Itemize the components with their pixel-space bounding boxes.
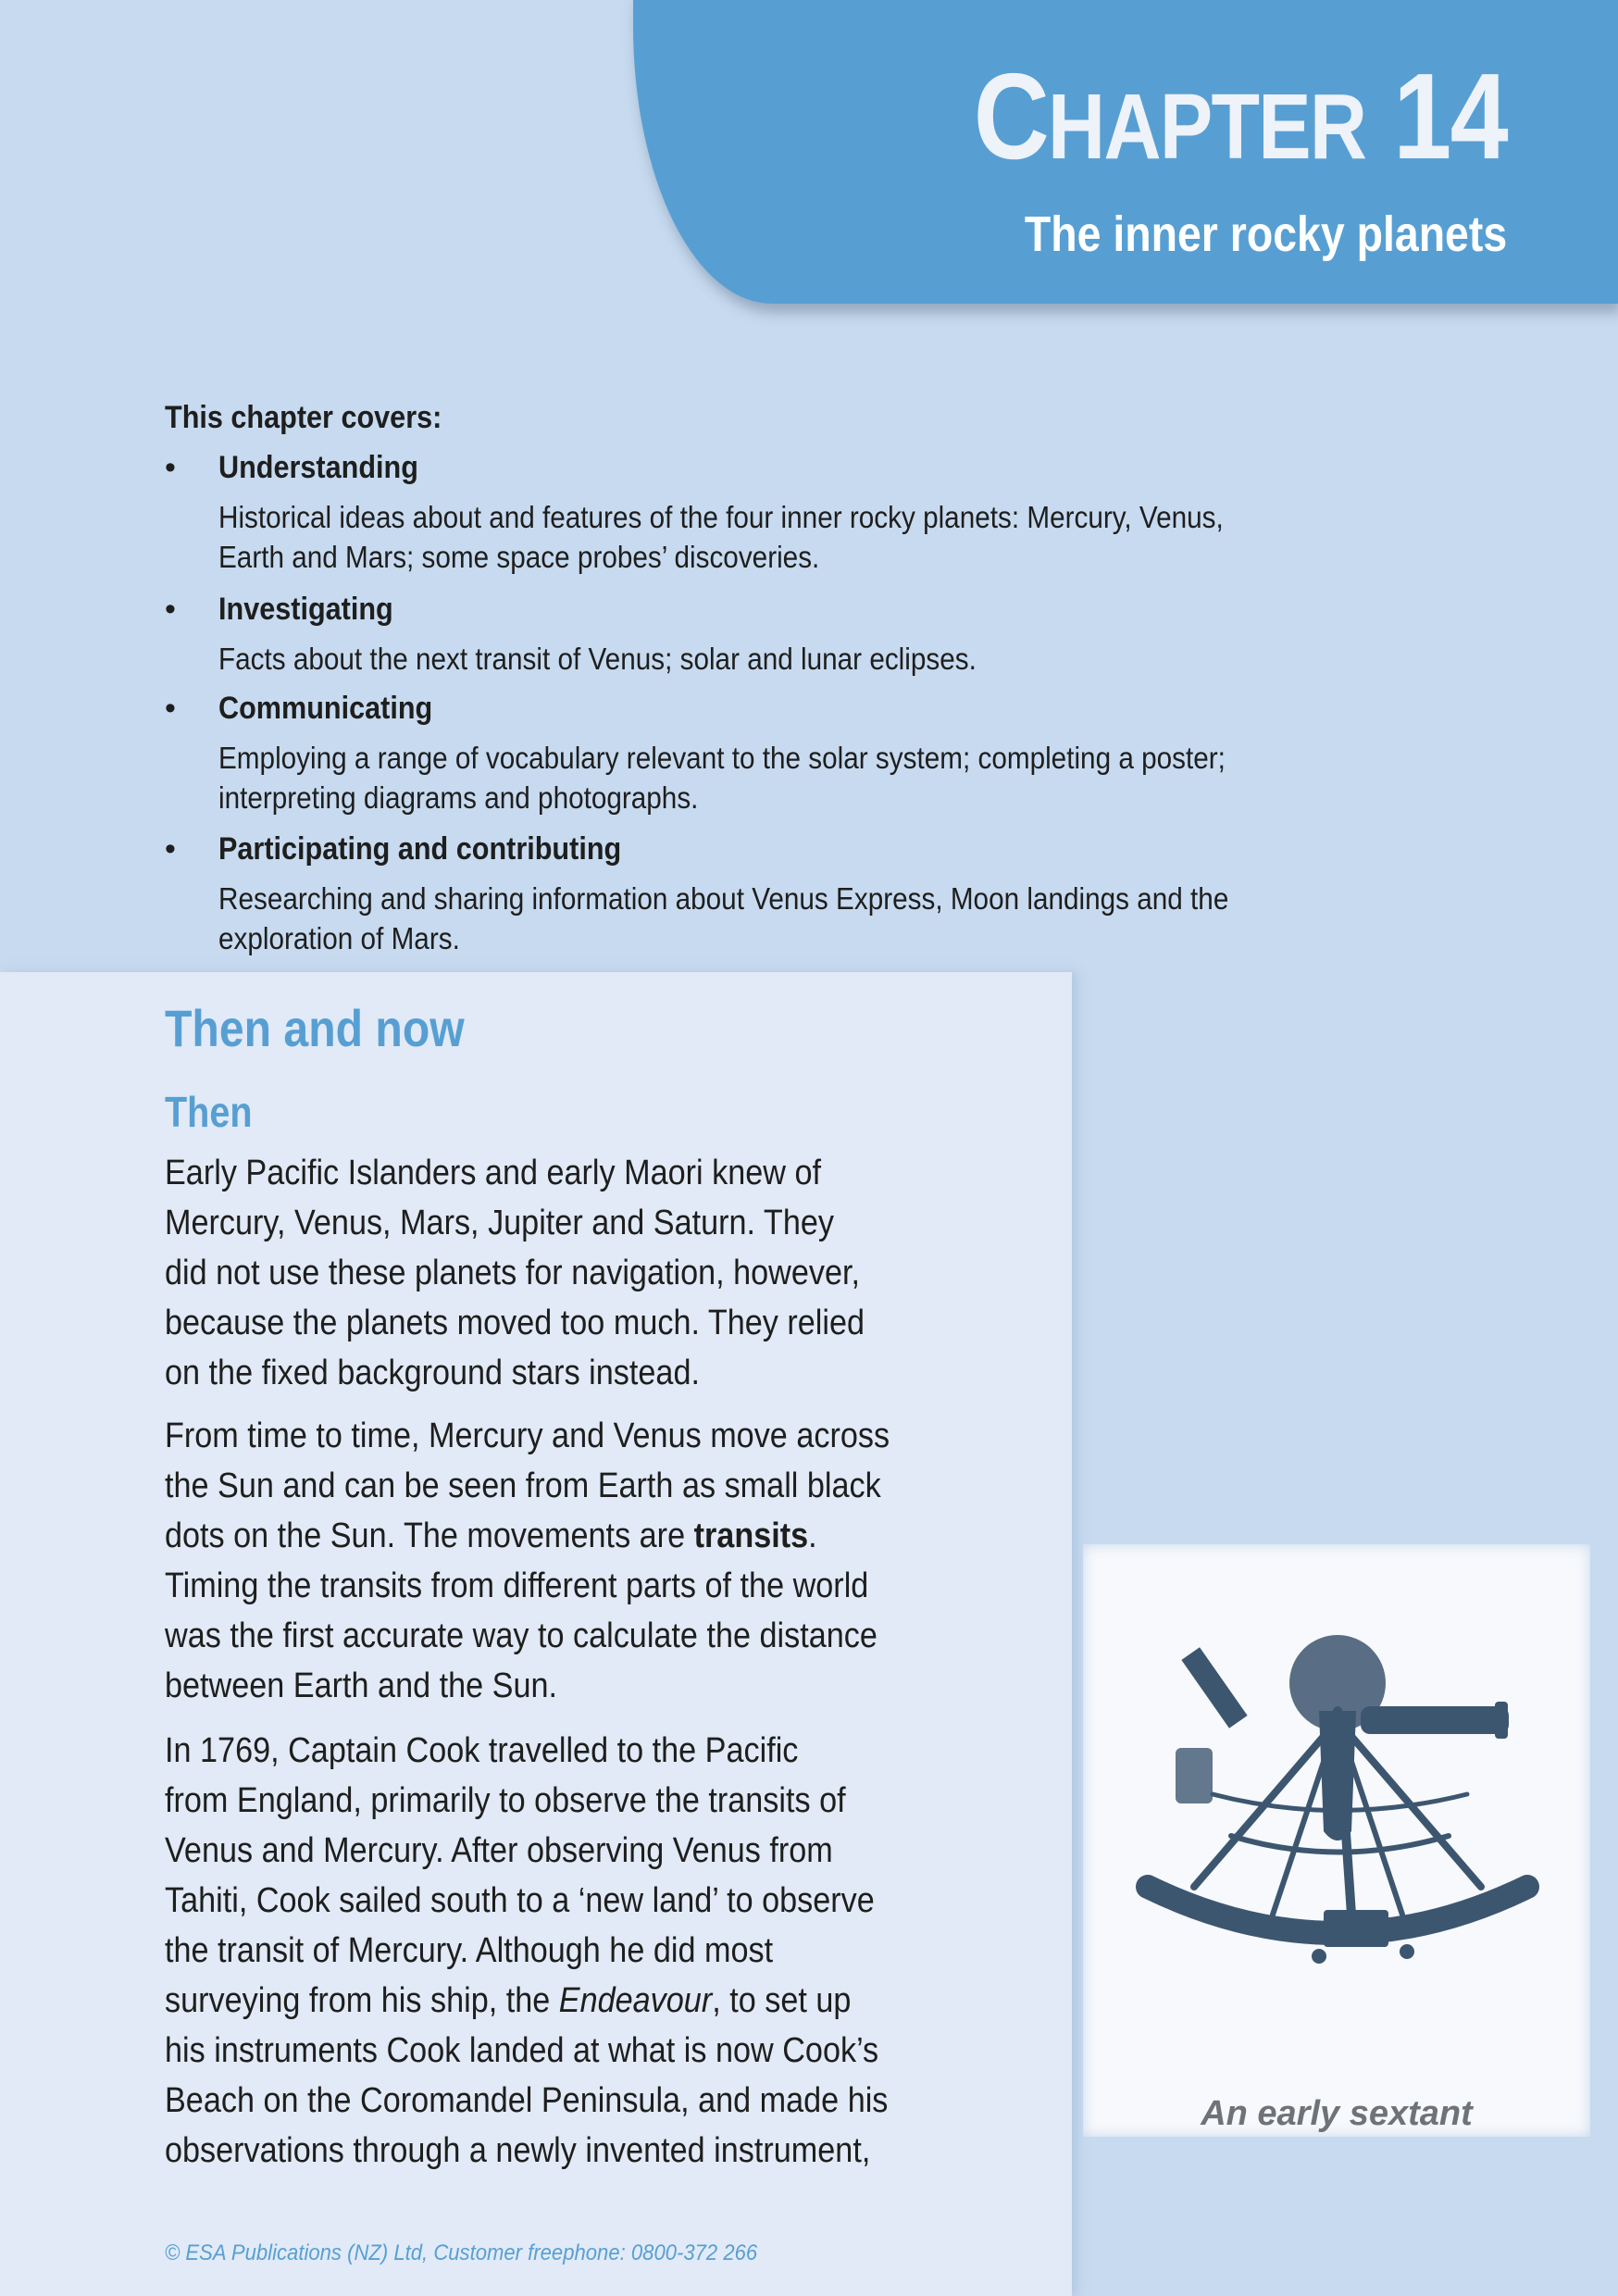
sextant-illustration xyxy=(1111,1609,1564,1998)
chapter-number: 14 xyxy=(1393,48,1507,184)
chapter-covers-box xyxy=(0,352,1618,972)
text-line xyxy=(165,1511,1031,1561)
sextant-filters xyxy=(1176,1748,1213,1803)
cover-item-description xyxy=(218,497,1518,577)
text-line: In 1769, Captain Cook travelled to the Pacific xyxy=(165,1731,799,1770)
chapter-title-word: HAPTER xyxy=(1048,75,1366,179)
text-line: Beach on the Coromandel Peninsula, and made his xyxy=(165,2081,889,2120)
sextant-figure xyxy=(1083,1544,1590,2137)
description-line: interpreting diagrams and photographs. xyxy=(218,780,699,815)
footer-copyright: © ESA Publications (NZ) Ltd, Customer freephone: 0800-372 266 xyxy=(165,2240,758,2265)
chapter-header-tab xyxy=(633,0,1618,304)
cover-item-label: Participating and contributing xyxy=(218,831,622,867)
text-line: observations through a newly invented instrument, xyxy=(165,2131,871,2170)
description-line: Earth and Mars; some space probes’ discoveries. xyxy=(218,540,820,574)
text-line: between Earth and the Sun. xyxy=(165,1666,558,1705)
cover-item-label: Understanding xyxy=(218,450,418,485)
description-line: Historical ideas about and features of the four inner rocky planets: Mercury, Venus, xyxy=(218,500,1224,534)
bullet-icon: • xyxy=(165,831,176,867)
figure-caption: An early sextant xyxy=(1201,2094,1473,2133)
text-line: From time to time, Mercury and Venus move across xyxy=(165,1416,890,1455)
bullet-icon: • xyxy=(165,592,176,627)
text-line: the Sun and can be seen from Earth as small black xyxy=(165,1466,881,1505)
bullet-icon: • xyxy=(165,691,176,726)
chapter-title xyxy=(973,48,1507,184)
text-line: did not use these planets for navigation, however, xyxy=(165,1254,861,1292)
text-line: Venus and Mercury. After observing Venus from xyxy=(165,1831,833,1870)
description-line: Facts about the next transit of Venus; solar and lunar eclipses. xyxy=(218,642,977,676)
text-line: Early Pacific Islanders and early Maori knew of xyxy=(165,1154,822,1192)
cover-item-description xyxy=(218,639,1518,679)
paragraph-transits xyxy=(165,1411,1031,1711)
text-line: his instruments Cook landed at what is now Cook’s xyxy=(165,2031,879,2070)
sextant-shade xyxy=(1319,1711,1356,1841)
text-line: the transit of Mercury. Although he did most xyxy=(165,1931,774,1970)
sextant-knob xyxy=(1400,1944,1414,1959)
sextant-telescope xyxy=(1361,1706,1509,1734)
section-heading: Then and now xyxy=(165,999,465,1057)
cover-item-label: Investigating xyxy=(218,592,393,627)
text-span: dots on the Sun. The movements are xyxy=(165,1516,694,1555)
text-line: because the planets moved too much. They relied xyxy=(165,1304,865,1342)
paragraph-captain-cook xyxy=(165,1726,1031,2176)
text-span: surveying from his ship, the xyxy=(165,1981,559,2020)
cover-item-label: Communicating xyxy=(218,691,433,726)
text-line xyxy=(165,1976,1031,2026)
text-line: from England, primarily to observe the transits of xyxy=(165,1781,846,1820)
sextant-eyepiece xyxy=(1495,1702,1508,1739)
chapter-title-initial: C xyxy=(973,48,1049,184)
cover-item-description xyxy=(218,738,1518,817)
description-line: Researching and sharing information about Venus Express, Moon landings and the xyxy=(218,881,1229,916)
sextant-vernier xyxy=(1324,1910,1388,1947)
sextant-handle xyxy=(1181,1647,1247,1728)
covers-heading: This chapter covers: xyxy=(165,400,442,435)
text-line: on the fixed background stars instead. xyxy=(165,1354,700,1392)
key-term-transits: transits xyxy=(693,1516,809,1555)
description-line: exploration of Mars. xyxy=(218,921,460,955)
text-span: , to set up xyxy=(712,1981,852,2020)
cover-item-description xyxy=(218,879,1518,958)
text-line: Timing the transits from different parts of the world xyxy=(165,1566,869,1605)
description-line: Employing a range of vocabulary relevant to the solar system; completing a poster; xyxy=(218,741,1226,775)
text-line: was the first accurate way to calculate the distance xyxy=(165,1616,877,1655)
text-line: Mercury, Venus, Mars, Jupiter and Saturn. They xyxy=(165,1204,834,1242)
sub-heading: Then xyxy=(165,1088,253,1136)
text-line: Tahiti, Cook sailed south to a ‘new land’ to observe xyxy=(165,1881,875,1920)
sextant-knob xyxy=(1312,1949,1326,1964)
text-span: . xyxy=(808,1516,817,1555)
bullet-icon: • xyxy=(165,450,176,485)
paragraph-pacific-islanders xyxy=(165,1148,1031,1398)
main-text-panel xyxy=(0,972,1072,2296)
chapter-subtitle: The inner rocky planets xyxy=(1024,206,1507,262)
ship-name: Endeavour xyxy=(558,1981,713,2020)
